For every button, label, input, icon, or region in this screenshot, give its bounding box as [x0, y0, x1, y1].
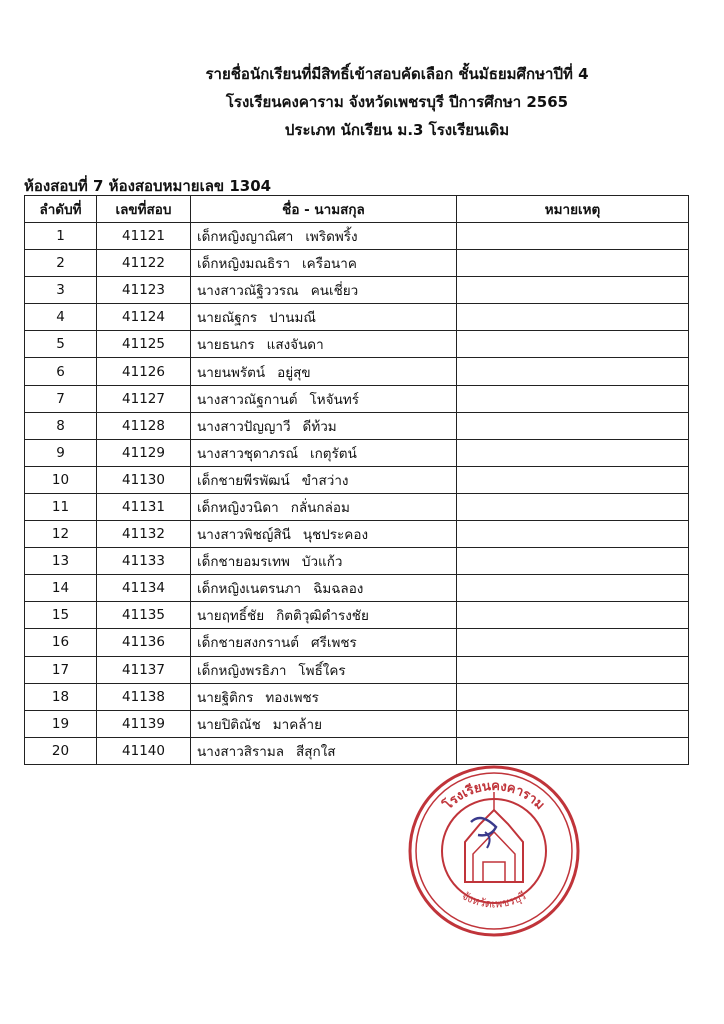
last-name: เพริดพริ้ง	[305, 229, 358, 246]
cell-order: 12	[25, 521, 97, 548]
first-name: นางสาวชุดาภรณ์	[197, 445, 298, 462]
table-header-row	[25, 196, 689, 223]
svg-text:โรงเรียนคงคาราม: โรงเรียนคงคาราม	[440, 778, 548, 814]
last-name: คนเชี่ยว	[310, 283, 359, 300]
first-name: นายฐิติกร	[197, 689, 254, 706]
cell-exam-no: 41139	[97, 710, 191, 737]
cell-remark	[457, 602, 689, 629]
first-name: เด็กชายสงกรานต์	[197, 635, 300, 652]
cell-remark	[457, 466, 689, 493]
table-row	[25, 385, 689, 412]
last-name: มาคล้าย	[272, 716, 323, 733]
cell-remark	[457, 710, 689, 737]
last-name: ปานมณี	[269, 310, 316, 327]
cell-order: 20	[25, 737, 97, 764]
table-row	[25, 710, 689, 737]
cell-order: 1	[25, 223, 97, 250]
last-name: ศรีเพชร	[311, 635, 357, 652]
cell-name	[191, 304, 457, 331]
first-name: นายธนกร	[197, 337, 255, 354]
table-row	[25, 250, 689, 277]
cell-exam-no: 41131	[97, 493, 191, 520]
cell-remark	[457, 277, 689, 304]
last-name: โหจันทร์	[309, 391, 359, 408]
cell-order: 7	[25, 385, 97, 412]
first-name: เด็กชายพีรพัฒน์	[197, 472, 290, 489]
cell-exam-no: 41132	[97, 521, 191, 548]
cell-remark	[457, 412, 689, 439]
cell-exam-no: 41127	[97, 385, 191, 412]
cell-remark	[457, 439, 689, 466]
first-name: เด็กหญิงเนตรนภา	[197, 581, 302, 598]
first-name: เด็กหญิงวนิดา	[197, 499, 279, 516]
table-row	[25, 412, 689, 439]
cell-name	[191, 277, 457, 304]
cell-order: 9	[25, 439, 97, 466]
header-exam-no: เลขที่สอบ	[97, 196, 191, 223]
cell-exam-no: 41140	[97, 737, 191, 764]
cell-remark	[457, 331, 689, 358]
table-row	[25, 629, 689, 656]
cell-remark	[457, 737, 689, 764]
cell-order: 6	[25, 358, 97, 385]
last-name: แสงจันดา	[266, 337, 324, 354]
first-name: นางสาวณัฐิววรณ	[197, 283, 299, 300]
cell-exam-no: 41133	[97, 548, 191, 575]
table-row	[25, 575, 689, 602]
cell-exam-no: 41129	[97, 439, 191, 466]
table-row	[25, 493, 689, 520]
last-name: กลั่นกล่อม	[290, 499, 350, 516]
cell-remark	[457, 358, 689, 385]
first-name: นายปิติณัช	[197, 716, 261, 733]
cell-remark	[457, 521, 689, 548]
room-title: ห้องสอบที่ 7 ห้องสอบหมายเลข 1304	[24, 177, 272, 195]
cell-name	[191, 683, 457, 710]
school-seal-icon	[405, 762, 583, 940]
header-line-2: โรงเรียนคงคาราม จังหวัดเพชรบุรี ปีการศึกษา 2565	[225, 93, 569, 111]
last-name: โพธิ์ใคร	[298, 662, 346, 679]
cell-remark	[457, 629, 689, 656]
table-row	[25, 304, 689, 331]
last-name: ทองเพชร	[265, 689, 319, 706]
table-row	[25, 223, 689, 250]
cell-name	[191, 521, 457, 548]
first-name: นางสาวปัญญาวี	[197, 418, 291, 435]
cell-name	[191, 250, 457, 277]
cell-remark	[457, 304, 689, 331]
first-name: นายนพรัตน์	[197, 364, 266, 381]
cell-exam-no: 41126	[97, 358, 191, 385]
cell-order: 10	[25, 466, 97, 493]
cell-name	[191, 439, 457, 466]
cell-remark	[457, 250, 689, 277]
last-name: บัวแก้ว	[301, 554, 343, 571]
cell-order: 5	[25, 331, 97, 358]
cell-name	[191, 358, 457, 385]
cell-remark	[457, 223, 689, 250]
table-row	[25, 683, 689, 710]
cell-name	[191, 331, 457, 358]
last-name: ดีท้วม	[302, 418, 337, 435]
header-line-1: รายชื่อนักเรียนที่มีสิทธิ์เข้าสอบคัดเลือก ชั้นมัธยมศึกษาปีที่ 4	[205, 65, 589, 83]
last-name: สีสุกใส	[296, 743, 336, 760]
student-table	[24, 195, 689, 765]
cell-remark	[457, 385, 689, 412]
table-row	[25, 277, 689, 304]
table-body	[25, 223, 689, 765]
cell-exam-no: 41134	[97, 575, 191, 602]
cell-name	[191, 223, 457, 250]
cell-order: 15	[25, 602, 97, 629]
cell-order: 14	[25, 575, 97, 602]
document-header	[0, 60, 724, 144]
cell-name	[191, 466, 457, 493]
table-row	[25, 358, 689, 385]
table-row	[25, 439, 689, 466]
cell-exam-no: 41136	[97, 629, 191, 656]
header-line-3: ประเภท นักเรียน ม.3 โรงเรียนเดิม	[284, 121, 510, 139]
cell-exam-no: 41135	[97, 602, 191, 629]
cell-exam-no: 41128	[97, 412, 191, 439]
last-name: อยู่สุข	[277, 364, 311, 381]
last-name: เครือนาค	[302, 256, 357, 273]
last-name: กิตติวุฒิดำรงชัย	[276, 608, 369, 625]
cell-order: 3	[25, 277, 97, 304]
header-remark: หมายเหตุ	[457, 196, 689, 223]
table-row	[25, 521, 689, 548]
cell-order: 2	[25, 250, 97, 277]
cell-remark	[457, 493, 689, 520]
cell-order: 18	[25, 683, 97, 710]
cell-name	[191, 656, 457, 683]
first-name: นางสาวสิรามล	[197, 743, 285, 760]
first-name: นางสาวณัฐกานต์	[197, 391, 298, 408]
cell-exam-no: 41138	[97, 683, 191, 710]
last-name: เกตุรัตน์	[310, 445, 357, 462]
first-name: นายฤทธิ์ชัย	[197, 608, 265, 625]
last-name: ขำสว่าง	[301, 472, 349, 489]
cell-exam-no: 41122	[97, 250, 191, 277]
first-name: เด็กหญิงญาณิศา	[197, 229, 294, 246]
cell-order: 8	[25, 412, 97, 439]
cell-exam-no: 41137	[97, 656, 191, 683]
header-name: ชื่อ - นามสกุล	[191, 196, 457, 223]
cell-order: 17	[25, 656, 97, 683]
cell-exam-no: 41123	[97, 277, 191, 304]
cell-remark	[457, 656, 689, 683]
cell-order: 16	[25, 629, 97, 656]
cell-order: 11	[25, 493, 97, 520]
last-name: ฉิมฉลอง	[313, 581, 364, 598]
cell-exam-no: 41124	[97, 304, 191, 331]
cell-exam-no: 41125	[97, 331, 191, 358]
table-row	[25, 548, 689, 575]
cell-name	[191, 385, 457, 412]
cell-name	[191, 575, 457, 602]
table-row	[25, 602, 689, 629]
cell-name	[191, 602, 457, 629]
cell-exam-no: 41121	[97, 223, 191, 250]
last-name: นุชประคอง	[302, 527, 369, 544]
table-row	[25, 331, 689, 358]
table-row	[25, 466, 689, 493]
first-name: นางสาวพิชญ์สินี	[197, 527, 291, 544]
cell-remark	[457, 548, 689, 575]
cell-remark	[457, 683, 689, 710]
cell-name	[191, 412, 457, 439]
cell-name	[191, 710, 457, 737]
cell-name	[191, 493, 457, 520]
cell-order: 4	[25, 304, 97, 331]
cell-order: 19	[25, 710, 97, 737]
svg-text:จังหวัดเพชรบุรี: จังหวัดเพชรบุรี	[459, 889, 529, 911]
first-name: เด็กหญิงพรธิภา	[197, 662, 287, 679]
cell-name	[191, 737, 457, 764]
cell-exam-no: 41130	[97, 466, 191, 493]
table-row	[25, 656, 689, 683]
header-order: ลำดับที่	[25, 196, 97, 223]
first-name: เด็กชายอมรเทพ	[197, 554, 290, 571]
cell-remark	[457, 575, 689, 602]
cell-order: 13	[25, 548, 97, 575]
table-row	[25, 737, 689, 764]
first-name: เด็กหญิงมณธิรา	[197, 256, 291, 273]
cell-name	[191, 548, 457, 575]
cell-name	[191, 629, 457, 656]
first-name: นายณัฐกร	[197, 310, 258, 327]
